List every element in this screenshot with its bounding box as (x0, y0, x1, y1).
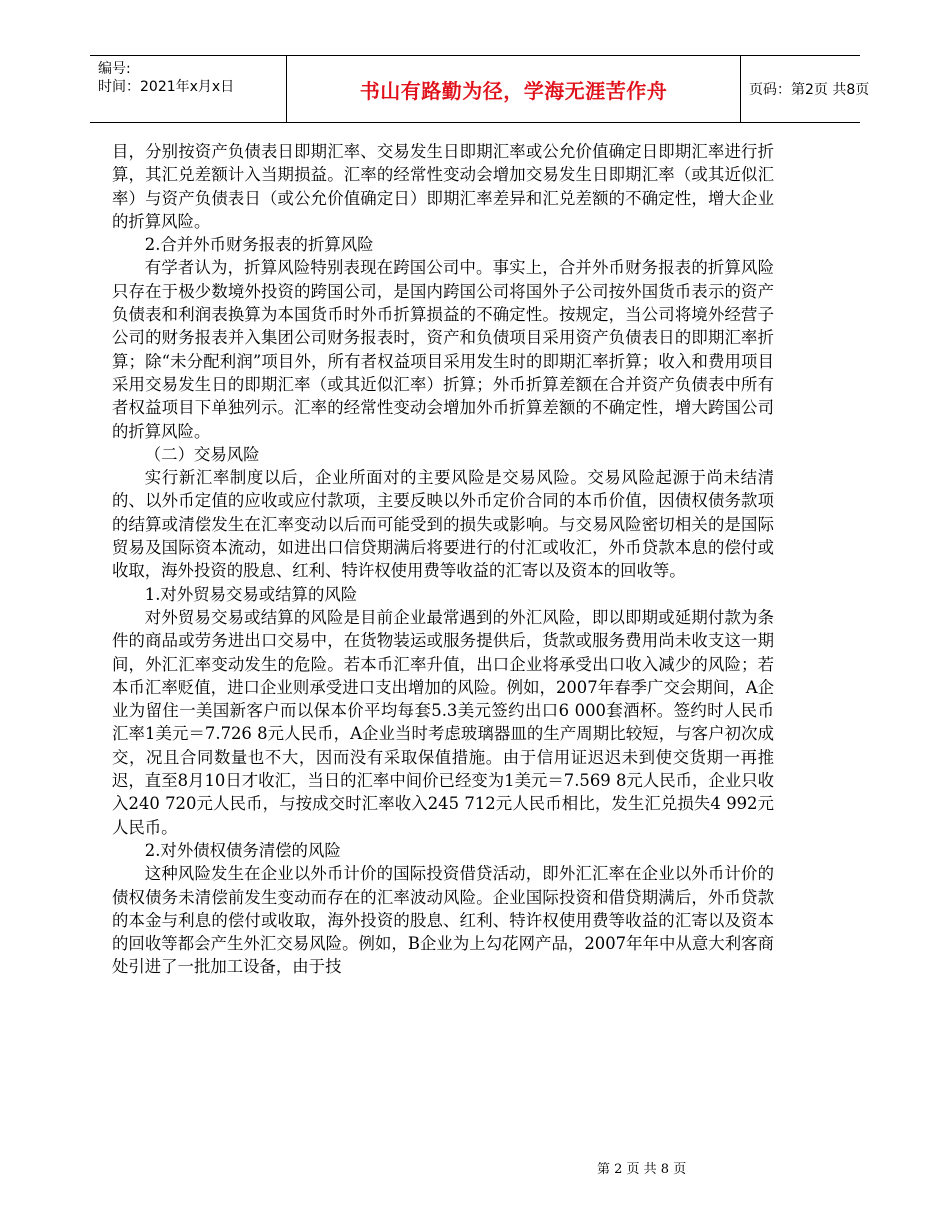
header-motto-cell (286, 56, 741, 122)
subsection-heading: 2.对外债权债务清偿的风险 (144, 840, 341, 860)
page-header (90, 55, 870, 123)
document-body (112, 140, 774, 979)
footer-page-number: 第 2 页 共 8 页 (597, 1162, 687, 1177)
paragraph-continued: 目，分别按资产负债表日即期汇率、交易发生日即期汇率或公允价值确定日即期汇率进行折算，其汇兑差额计入当期损益。汇率的经常性变动会增加交易发生日即期汇率（或其近似汇率）与资产负债表日（或公允价值确定日）即期汇率差异和汇兑差额的不确定性，增大企业的折算风险。 (112, 142, 774, 231)
paragraph: 这种风险发生在企业以外币计价的国际投资借贷活动，即外汇汇率在企业以外币计价的债权债务未清偿前发生变动而存在的汇率波动风险。企业国际投资和借贷期满后，外币贷款的本金与利息的偿付或收取，海外投资的股息、红利、特许权使用费等收益的汇寄以及资本的回收等都会产生外汇交易风险。例如，B企业为上勾花网产品，2007年年中从意大利客商处引进了一批加工设备，由于技 (112, 864, 774, 977)
header-page-cell (741, 56, 870, 122)
header-meta (90, 56, 286, 122)
paragraph: 对外贸易交易或结算的风险是目前企业最常遇到的外汇风险，即以即期或延期付款为条件的商品或劳务进出口交易中，在货物装运或服务提供后，货款或服务费用尚未收支这一期间，外汇汇率变动发生的危险。若本币汇率升值，出口企业将承受出口收入减少的风险；若本币汇率贬值，进口企业则承受进口支出增加的风险。例如，2007年春季广交会期间，A企业为留住一美国新客户而以保本价平均每套5.3美元签约出口6 000套酒杯。签约时人民币汇率1美元＝7.726 8元人民币，A企业当时考虑玻璃器皿的生产周期比较短，与客户初次成交，况且合同数量也不大，因而没有采取保值措施。由于信用证迟迟未到使交货期一再推迟，直至8月10日才收汇，当日的汇率中间价已经变为1美元＝7.569 8元人民币，企业只收入240 720元人民币，与按成交时汇率收入245 712元人民币相比，发生汇兑损失4 992元人民币。 (112, 607, 774, 837)
subsection-heading: 1.对外贸易交易或结算的风险 (144, 584, 358, 604)
document-time: 时间：2021年x月x日 (98, 79, 235, 95)
paragraph: 实行新汇率制度以后，企业所面对的主要风险是交易风险。交易风险起源于尚未结清的、以外币定值的应收或应付款项，主要反映以外币定价合同的本币价值，因债权债务款项的结算或清偿发生在汇率变动以后而可能受到的损失或影响。与交易风险密切相关的是国际贸易及国际资本流动，如进出口信贷期满后将要进行的付汇或收汇，外币贷款本息的偿付或收取，海外投资的股息、红利、特许权使用费等收益的汇寄以及资本的回收等。 (112, 468, 774, 581)
document-code-label: 编号: (98, 61, 131, 77)
header-page-info: 页码：第2页 共8页 (749, 82, 870, 98)
header-motto: 书山有路勤为径，学海无涯苦作舟 (359, 78, 668, 103)
paragraph: 有学者认为，折算风险特别表现在跨国公司中。事实上，合并外币财务报表的折算风险只存在于极少数境外投资的跨国公司，是国内跨国公司将国外子公司按外国货币表示的资产负债表和利润表换算为本国货币时外币折算损益的不确定性。按规定，当公司将境外经营子公司的财务报表并入集团公司财务报表时，资产和负债项目采用资产负债表日的即期汇率折算；除“未分配利润”项目外，所有者权益项目采用发生时的即期汇率折算；收入和费用项目采用交易发生日的即期汇率（或其近似汇率）折算；外币折算差额在合并资产负债表中所有者权益项目下单独列示。汇率的经常性变动会增加外币折算差额的不确定性，增大跨国公司的折算风险。 (112, 258, 774, 441)
section-heading: （二）交易风险 (144, 444, 260, 464)
subsection-heading: 2.合并外币财务报表的折算风险 (144, 235, 374, 255)
